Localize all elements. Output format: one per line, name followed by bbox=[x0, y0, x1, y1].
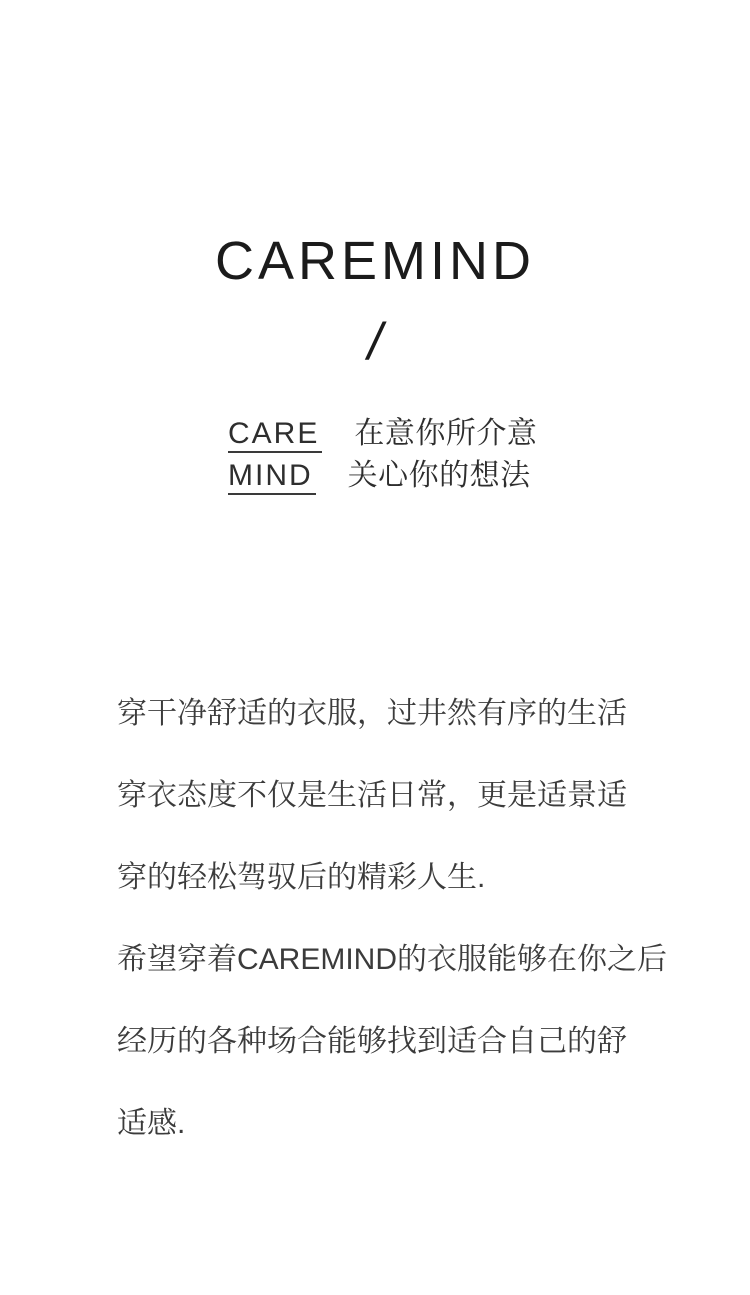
slash-divider: / bbox=[367, 313, 383, 371]
brand-tagline bbox=[228, 417, 537, 501]
description-line: 希望穿着CAREMIND的衣服能够在你之后 bbox=[117, 943, 668, 976]
brand-description bbox=[117, 673, 677, 1165]
description-line: 经历的各种场合能够找到适合自己的舒 bbox=[117, 1025, 627, 1058]
description-line: 穿衣态度不仅是生活日常，更是适景适 bbox=[117, 779, 627, 812]
tagline-text-chinese: 关心你的想法 bbox=[347, 459, 531, 492]
tagline-row bbox=[228, 417, 537, 459]
description-line: 穿的轻松驾驭后的精彩人生. bbox=[117, 861, 486, 894]
tagline-row bbox=[228, 459, 537, 501]
description-line: 穿干净舒适的衣服，过井然有序的生活 bbox=[117, 697, 627, 730]
brand-logo-title: CAREMIND bbox=[214, 231, 535, 292]
tagline-word-english: MIND bbox=[228, 459, 316, 495]
tagline-text-chinese: 在意你所介意 bbox=[354, 417, 538, 450]
description-line: 适感. bbox=[117, 1107, 186, 1140]
tagline-word-english: CARE bbox=[228, 417, 322, 453]
